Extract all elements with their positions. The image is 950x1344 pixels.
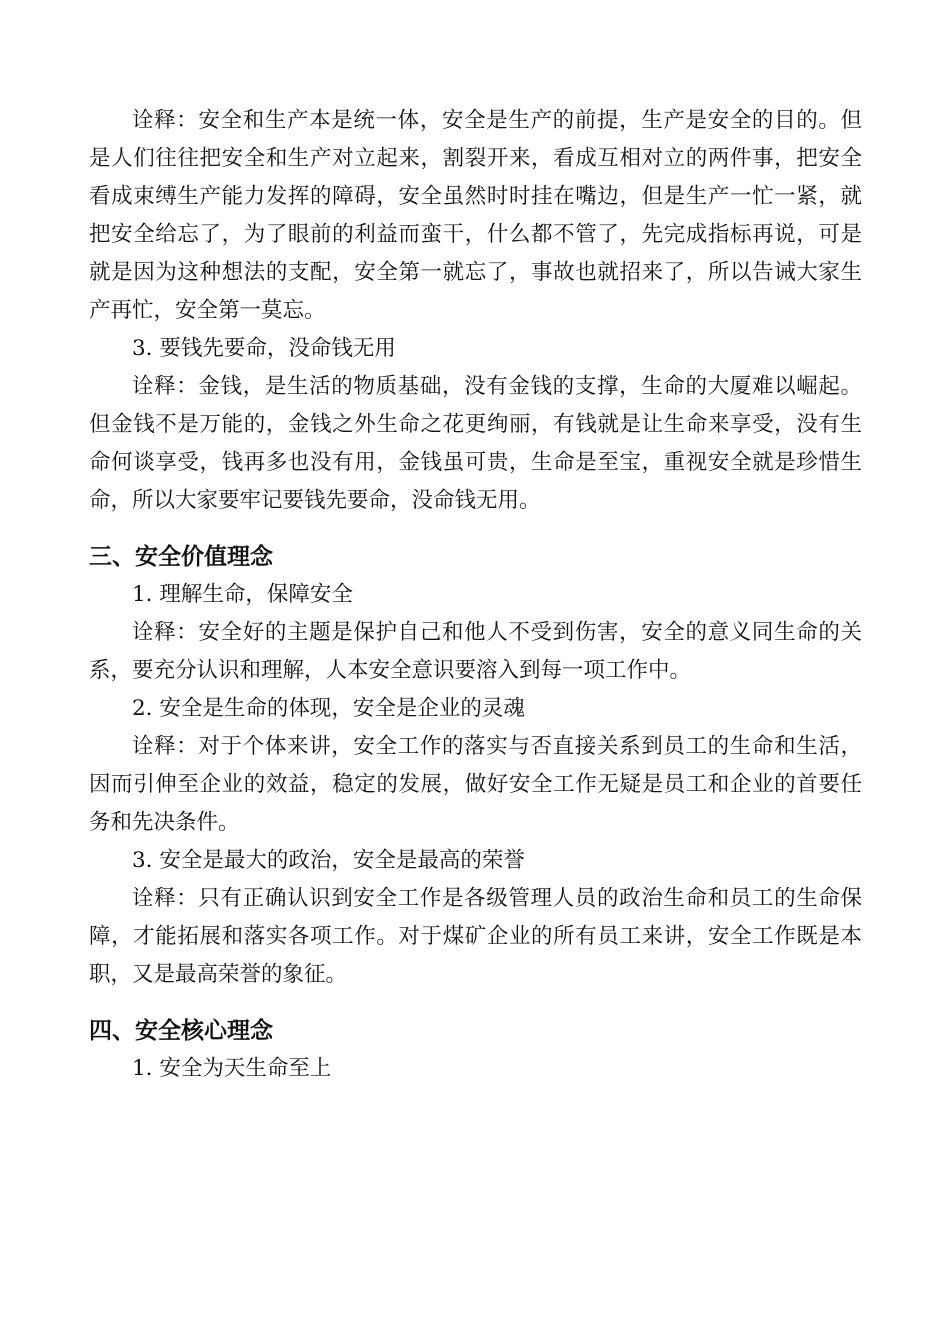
paragraph-explanation-safety-honor: 诠释：只有正确认识到安全工作是各级管理人员的政治生命和员工的生命保障，才能拓展和落实各项工作。对于煤矿企业的所有员工来讲，安全工作既是本职，又是最高荣誉的象征。	[89, 886, 862, 987]
paragraph-explanation-safety-soul: 诠释：对于个体来讲，安全工作的落实与否直接关系到员工的生命和生活，因而引伸至企业的效益，稳定的发展，做好安全工作无疑是员工和企业的首要任务和先决条件。	[89, 734, 862, 835]
paragraph-explanation-understand-life: 诠释：安全好的主题是保护自己和他人不受到伤害，安全的意义同生命的关系，要充分认识和理解，人本安全意识要溶入到每一项工作中。	[89, 620, 862, 683]
list-item-money-life: 3. 要钱先要命，没命钱无用	[132, 336, 396, 361]
list-item-safety-honor: 3. 安全是最大的政治，安全是最高的荣誉	[132, 848, 525, 873]
paragraph-explanation-safety-production: 诠释：安全和生产本是统一体，安全是生产的前提，生产是安全的目的。但是人们往往把安全和生产对立起来，割裂开来，看成互相对立的两件事，把安全看成束缚生产能力发挥的障碍，安全虽然时时挂在嘴边，但是生产一忙一紧，就把安全给忘了，为了眼前的利益而蛮干，什么都不管了，先完成指标再说，可是就是因为这种想法的支配，安全第一就忘了，事故也就招来了，所以告诫大家生产再忙，安全第一莫忘。	[89, 108, 862, 323]
section-heading-safety-core: 四、安全核心理念	[89, 1018, 273, 1044]
document-body	[89, 102, 862, 1088]
section-heading-safety-value: 三、安全价值理念	[89, 544, 273, 570]
list-item-safety-first: 1. 安全为天生命至上	[132, 1056, 332, 1081]
list-item-safety-soul: 2. 安全是生命的体现，安全是企业的灵魂	[132, 696, 525, 721]
paragraph-explanation-money-life: 诠释：金钱，是生活的物质基础，没有金钱的支撑，生命的大厦难以崛起。但金钱不是万能的，金钱之外生命之花更绚丽，有钱就是让生命来享受，没有生命何谈享受，钱再多也没有用，金钱虽可贵，生命是至宝，重视安全就是珍惜生命，所以大家要牢记要钱先要命，没命钱无用。	[89, 374, 862, 513]
list-item-understand-life: 1. 理解生命，保障安全	[132, 582, 353, 607]
